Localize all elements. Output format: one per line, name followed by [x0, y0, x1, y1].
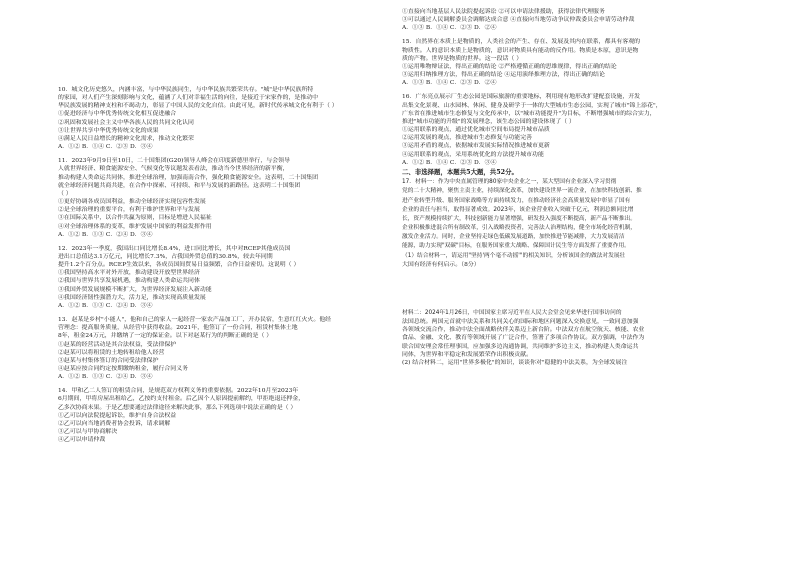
- answer-options: A．①② B．①④ C．②③ D．③④: [402, 159, 497, 166]
- text-line: 物质性。人的意识本质上是物质的，意识对物质具有能动的反作用。物质是本原，意识是物: [402, 47, 639, 54]
- text-line: 企业的责任与担当，取得显著成效。2023年，该企业营业收入突破千亿元，利润总额同比增: [402, 206, 634, 213]
- text-line: ④对全球治理体系的变革，维护发展中国家的利益发挥作用: [58, 223, 212, 230]
- text-line: ①促进经济与中华优秀传统文化相互促进融合: [58, 111, 177, 118]
- text-line: ④我国经济韧性强潜力大，活力足，推动实现高质量发展: [58, 294, 206, 301]
- text-line: ②是全球治理的重要平台，有利于维护世界和平与发展: [58, 207, 200, 214]
- text-line: 15．自然界在本质上是物质的，人类社会的产生、存在、发展及其内在联系，都具有客观的: [402, 39, 641, 46]
- text-line: ①赵某的经营活动是其合法权益，受法律保护: [58, 341, 177, 348]
- answer-options: A．①③ B．①④ C．②③ D．②④: [402, 80, 497, 87]
- text-line: 乙多次协商未果。于是乙想要通过法律途径来解决此事，那么下列选项中说法正确的是（ ）: [58, 404, 297, 411]
- text-line: 材料二：2024年1月26日，中国国家主席习近平在人民大会堂会见来华进行国事访问的: [402, 309, 622, 316]
- text-line: ③乙可以与甲协商解决: [58, 429, 118, 436]
- text-line: （ ）: [58, 190, 72, 197]
- text-line: ①运用唯物辩证法，得出正确的结论 ②严格遵循正确的思维规律，得出正确的结论: [402, 63, 617, 70]
- text-line: 10．城文化历史悠久，内涵丰富，与中华民族同生，与中华民族共繁荣共存。"城"是中华民族所特: [58, 87, 314, 93]
- text-line: 推动构建人类命运共同体，推进全球治理，加强南南合作，强化粮食能源安全。这表明，二十国集团: [58, 174, 319, 181]
- text-line: ②运用发展的观点，推进城市生态修复与功能完善: [402, 135, 533, 142]
- text-line: 营理念：提高服务质量，从经营中获得收益。2021年，他签订了一份合同，租赁村集体土地: [58, 325, 298, 332]
- text-line: ③在国际关系中，以合作共赢为原则，目标是增进人民福祉: [58, 215, 212, 222]
- answer-space: [402, 269, 738, 309]
- text-line: 质的产物。世界是物质的世界。这一段话（ ）: [402, 55, 523, 62]
- text-line: ③赵某与村集体签订的合同受法律保护: [58, 357, 159, 364]
- text-line: 联合国安理会常任理事国，应加强多边沟通协调，共同维护多边主义，推动构建人类命运共: [402, 343, 639, 350]
- text-line: 华民族发展的精神支柱和不竭动力，彰显了中国人民的文化自信。由此可见，新时代传承城文化有利于（ ）: [58, 103, 338, 110]
- text-line: 法国总统。两国元首就中法关系和共同关心的国际和地区问题深入交换意见，一致同意加强: [402, 319, 639, 326]
- text-line: 食品、金融、文化、教育等领域开展了广泛合作，签署了多项合作协议。双方强调，中法作为: [402, 335, 645, 342]
- answer-options: A．①② B．①③ C．②④ D．③④: [58, 302, 153, 309]
- text-line: ③我国外贸发展规模不断扩大，为世界经济发展注入新动能: [58, 286, 212, 293]
- text-line: ④乙可以申请仲裁: [58, 437, 106, 444]
- text-line: 14．甲和乙二人签订的租赁合同，是规范双方权利义务的重要依据。2022年10月至2023年: [58, 388, 299, 395]
- text-line: ③运用矛盾的观点，依据城市发展实际情况推进城市更新: [402, 143, 550, 150]
- text-line: 就全球经济问题共商共建，在合作中探索、可持续、和平与发展的新路径。这表明二十国集团: [58, 182, 301, 189]
- text-line: 同体，为世界和平稳定和发展繁荣作出积极贡献。: [402, 351, 533, 358]
- section-heading: 二、非选择题，本题共5大题，共52分。: [402, 167, 518, 176]
- text-line: 企业积极推进混合所有制改革，引入战略投资者，完善法人治理结构，健全市场化经营机制，: [402, 225, 637, 232]
- text-line: 广东省在推进城市生态修复与文化传承中，以"城市功能提升"为目标，不断增强城市的综合实力，: [402, 110, 656, 117]
- text-line: ③让世界共享中华优秀传统文化的成果: [58, 127, 159, 134]
- text-line: (2) 结合材料二，运用"世界多极化"的知识，谈谈你对"稳健的中法关系，为全球发展注: [402, 359, 628, 366]
- text-line: 进出口总值达3.1万亿元，同比增长7.3%，占我国外贸总值的30.8%，较去年同期: [58, 253, 273, 260]
- left-column: [58, 86, 386, 444]
- text-line: 长，资产规模持续扩大，科技创新能力显著增强，研发投入强度不断提高，新产品不断推出。: [402, 215, 637, 222]
- answer-options: A．①② B．①③ C．②④ D．③④: [58, 231, 153, 238]
- text-line: 16．广东亮点展示厂生态公园是国际旅游的重要地标，利用现有地形改扩建配套设施，开发: [402, 94, 641, 101]
- text-line: 8年，租金24万元，并缴纳了一定的保证金。以下对赵某行为的判断正确的是（ ）: [58, 333, 273, 340]
- text-line: ③可以通过人民调解委员会调解达成合意 ④直接向当地劳动争议仲裁委员会申请劳动仲裁: [402, 17, 635, 24]
- text-line: 党的二十大精神，聚焦主责主业，持续深化改革，加快建设世界一流企业，在加快科技创新、推: [402, 188, 642, 195]
- text-line: 大国有经济有何启示。（8分）: [402, 261, 480, 268]
- text-line: ②我国与世界共享发展机遇，推动构建人类命运共同体: [58, 278, 200, 285]
- text-line: 出集文化景观、山水园林、休闲、健身及研学于一体的大型城市生态公园，实现了城市"锦上添花"，: [402, 102, 662, 109]
- text-line: （1）结合材料一，请运用"坚持'两个毫不动摇'"的相关知识，分析该国企的做法对发展壮: [402, 252, 626, 259]
- answer-options: A．①② B．①③ C．②④ D．③④: [58, 374, 153, 381]
- text-line: ②乙可以向当地消费者协会投诉，请求调解: [58, 420, 171, 427]
- text-line: 能源，助力实现"双碳"目标，在服务国家重大战略、保障国计民生等方面发挥了重要作用。: [402, 243, 630, 250]
- text-line: 人就世界经济、粮食能源安全、气候变化等议题发表看法，推动当今世界经济的新平衡，: [58, 166, 289, 173]
- text-line: ①我国坚持高水平对外开放，推动建设开放型世界经济: [58, 270, 200, 277]
- text-line: ②赵某可以将租赁的土地转租给他人经营: [58, 349, 165, 356]
- text-line: 进产业转型升级、服务国家战略等方面持续发力，在推动经济社会高质量发展中彰显了国有: [402, 197, 631, 204]
- text-line: 激发企业活力。同时，企业坚持走绿色低碳发展道路，加快推进节能减排，大力发展清洁: [402, 234, 625, 241]
- text-line: ④运用联系的观点，采用系统优化的方法提升城市功能: [402, 151, 544, 158]
- right-column: [402, 8, 738, 367]
- text-line: ①运用联系的观点，通过优化城市空间布局提升城市品质: [402, 127, 550, 134]
- text-line: 13．赵某是乡村"小能人"，他和自己的家人一起经营一家农产品加工厂，开办民宿，生意红红火火。他经: [58, 317, 332, 324]
- text-line: ①更好协调各成员国利益，推动全球经济实现包容性发展: [58, 199, 206, 206]
- text-line: 12．2023年一季度，我国出口同比增长8.4%，进口同比增长，其中对RCEP其他成员国: [58, 245, 291, 252]
- text-line: ④满足人民日益增长的精神文化需求，推动文化繁荣: [58, 135, 194, 142]
- text-line: ④赵某应按合同约定按期缴纳租金，履行合同义务: [58, 366, 189, 372]
- text-line: 的家园，对人们产生深刻影响与文化，蕴涵了人们对幸福生活的向往，是接近于宋家作的，是推动中: [58, 95, 319, 102]
- answer-options: A．①③ B．①④ C．②③ D．②④: [402, 25, 497, 32]
- text-line: 推进"城市功能的升级"的发展理念，该生态公园的建设体现了（ ）: [402, 118, 575, 125]
- text-line: ③运用归纳推理方法，得出正确的结论 ④运用演绎推理方法，得出正确的结论: [402, 72, 605, 79]
- text-line: 提升1.2个百分点。RCEP生效以来，各成员国间贸易日益频繁，合作日益密切。这说明（ ）: [58, 262, 300, 269]
- answer-options: A．①② B．①④ C．②③ D．③④: [58, 144, 153, 151]
- text-line: ②巩固和发展社会主义中华各族人民的共同文化认同: [58, 119, 194, 126]
- text-line: 6月期间，甲将房屋出租给乙，乙按约支付租金。后乙因个人原因提前解约，甲拒绝退还押金，: [58, 396, 305, 403]
- text-line: ①直接向当地基层人民法院提起诉讼 ②可以申请法律援助，获得法律代理服务: [402, 9, 605, 15]
- text-line: 11．2023年9月9日至10日，二十国集团(G20)领导人峰会在印度新德里举行，与会领导: [58, 158, 290, 165]
- text-line: 各领域交流合作，推动中法全面战略伙伴关系迈上新台阶。中法双方在航空航天、核能、农业: [402, 327, 645, 334]
- text-line: 17．材料一：作为中央直属管理的80家中央企业之一，某大型国有企业深入学习贯彻: [402, 179, 617, 186]
- text-line: ①乙可以向法院提起诉讼，维护自身合法权益: [58, 412, 177, 419]
